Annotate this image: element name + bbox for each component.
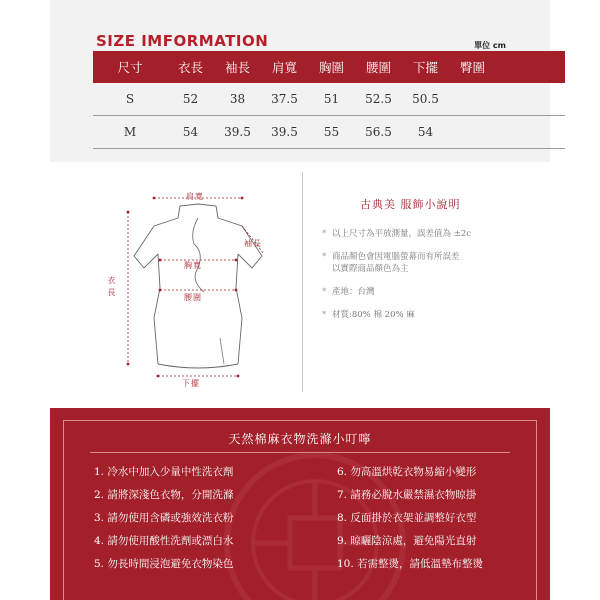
list-item: 8. 反面掛於衣架並調整好衣型 — [337, 512, 477, 524]
list-item — [322, 251, 582, 275]
list-item: 1. 冷水中加入少量中性洗衣劑 — [94, 466, 234, 478]
size-unit: 單位 cm — [474, 41, 506, 50]
info-item-text: 產地：台灣 — [332, 287, 375, 297]
size-title: SIZE IMFORMATION — [96, 32, 269, 50]
header-length: 衣長 — [177, 60, 203, 75]
info-list — [322, 228, 582, 332]
care-title-divider — [90, 452, 510, 453]
table-row — [93, 83, 565, 116]
size-information-section — [50, 0, 550, 162]
table-cell: 39.5 — [271, 125, 298, 139]
table-cell: 50.5 — [412, 92, 439, 106]
table-cell: 56.5 — [365, 125, 392, 139]
table-row — [93, 116, 565, 149]
care-instructions-section — [50, 408, 550, 600]
header-shoulder: 肩寬 — [271, 60, 297, 75]
list-item: 7. 請務必脫水嚴禁濕衣物晾掛 — [337, 489, 477, 501]
table-cell: M — [123, 125, 137, 139]
dim-shoulder-label: 肩寬 — [186, 192, 204, 201]
table-cell: 39.5 — [224, 125, 251, 139]
header-waist: 腰圍 — [365, 60, 391, 75]
header-chest: 胸圍 — [318, 60, 344, 75]
table-cell: 52 — [182, 92, 199, 106]
list-item — [322, 228, 582, 240]
table-cell: 51 — [323, 92, 340, 106]
header-size: 尺寸 — [117, 60, 143, 75]
table-cell: 38 — [229, 92, 246, 106]
list-item: 9. 晾曬陰涼處，避免陽光直射 — [337, 535, 477, 547]
list-item: 2. 請將深淺色衣物，分開洗滌 — [94, 489, 234, 501]
table-cell: S — [125, 92, 135, 106]
info-item-text: 商品顏色會因電腦螢幕而有所誤差 以實際商品顏色為主 — [332, 252, 460, 274]
asterisk-icon: * — [322, 310, 327, 320]
header-hem: 下擺 — [412, 60, 438, 75]
asterisk-icon: * — [322, 287, 327, 297]
table-cell: 37.5 — [271, 92, 298, 106]
list-item — [322, 309, 582, 321]
info-item-text: 材質:80% 棉 20% 麻 — [332, 310, 415, 320]
table-cell: 52.5 — [365, 92, 392, 106]
care-title: 天然棉麻衣物洗滌小叮嚀 — [228, 432, 372, 446]
care-list-left — [94, 466, 233, 581]
asterisk-icon: * — [322, 252, 327, 262]
info-item-text: 以上尺寸為平放測量，誤差值為 ±2c — [332, 229, 471, 239]
list-item: 6. 勿高溫烘乾衣物易縮小變形 — [337, 466, 477, 478]
table-cell: 54 — [417, 125, 434, 139]
list-item: 5. 勿長時間浸泡避免衣物染色 — [94, 558, 234, 570]
care-list-right — [337, 466, 483, 581]
dim-chest-label: 胸寬 — [184, 261, 202, 270]
list-item — [322, 286, 582, 298]
list-item: 4. 請勿使用酸性洗劑或漂白水 — [94, 535, 234, 547]
list-item: 3. 請勿使用含磷或強效洗衣粉 — [94, 512, 234, 524]
dim-hem-label: 下擺 — [182, 379, 200, 388]
info-title: 古典美 服飾小說明 — [360, 198, 461, 211]
asterisk-icon: * — [322, 229, 327, 239]
header-sleeve: 袖長 — [224, 60, 250, 75]
garment-diagram — [98, 188, 288, 388]
size-table — [93, 51, 565, 149]
size-table-header — [93, 51, 565, 83]
vertical-divider — [302, 172, 303, 392]
dim-waist-label: 腰圍 — [184, 293, 202, 302]
header-hip: 臀圍 — [459, 60, 485, 75]
table-cell: 54 — [182, 125, 199, 139]
qipao-outline-illustration — [98, 188, 288, 388]
table-cell: 55 — [323, 125, 340, 139]
list-item: 10. 若需整燙，請低溫墊布整燙 — [337, 558, 484, 570]
dim-length-label: 衣長 — [107, 276, 116, 300]
dim-sleeve-label: 袖長 — [244, 239, 262, 248]
